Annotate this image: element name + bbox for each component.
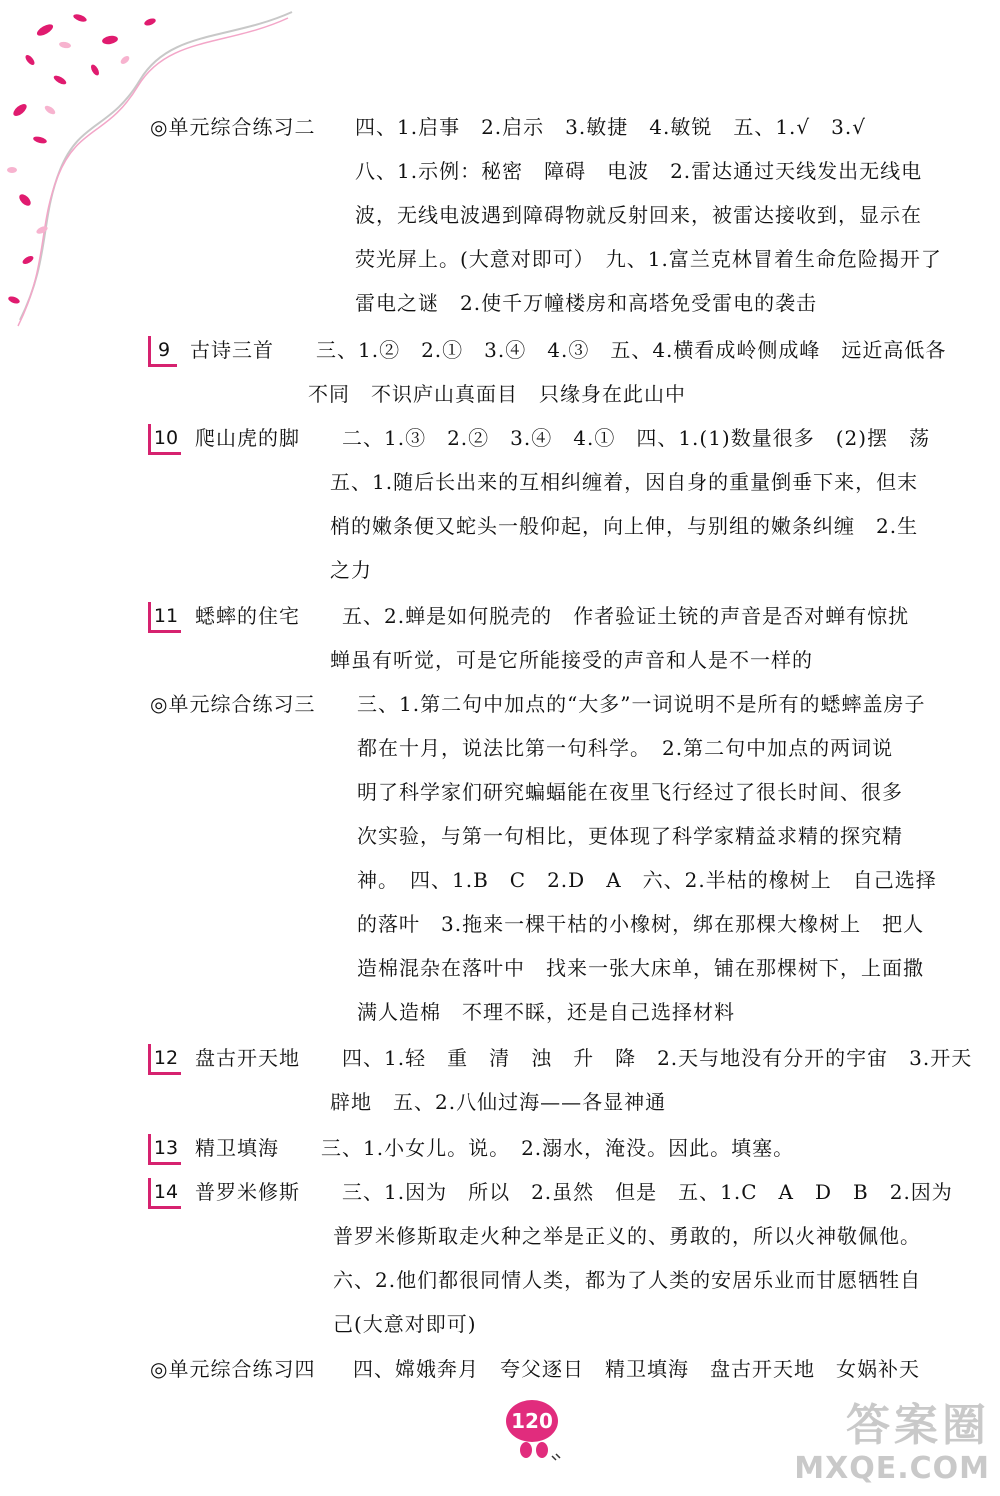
lesson-number-badge: 11 [148, 602, 181, 633]
answer-line: 的落叶 3.拖来一棵干枯的小橡树，绑在那棵大橡树上 把人 [357, 912, 925, 936]
answer-line: 满人造棉 不理不睬，还是自己选择材料 [357, 1000, 735, 1024]
watermark-url: MXQE.COM [794, 1451, 990, 1486]
answer-line: 神。 四、1.B C 2.D A 六、2.半枯的橡树上 自己选择 [357, 868, 937, 892]
lesson-number-badge: 9 [148, 336, 177, 367]
mascot-icon [508, 1436, 568, 1466]
answer-line: 精卫填海 三、1.小女儿。说。 2.溺水，淹没。因此。填塞。 [195, 1136, 795, 1160]
page-number: 120 [506, 1400, 558, 1442]
answer-line: 次实验，与第一句相比，更体现了科学家精益求精的探究精 [357, 824, 903, 848]
answer-line: 蝉虽有听觉，可是它所能接受的声音和人是不一样的 [330, 648, 813, 672]
answer-line: 普罗米修斯 三、1.因为 所以 2.虽然 但是 五、1.C A D B 2.因为 [195, 1180, 953, 1204]
answer-line: 三、1.第二句中加点的“大多”一词说明不是所有的蟋蟀盖房子 [357, 692, 926, 716]
lesson-number-badge: 10 [148, 424, 181, 455]
lesson-number-badge: 13 [148, 1134, 181, 1165]
answer-line: 古诗三首 三、1.② 2.① 3.④ 4.③ 五、4.横看成岭侧成峰 远近高低各 [190, 338, 947, 362]
answer-line: 普罗米修斯取走火种之举是正义的、勇敢的，所以火神敬佩他。 [333, 1224, 921, 1248]
floral-decoration-icon [0, 0, 310, 340]
answer-line: 明了科学家们研究蝙蝠能在夜里飞行经过了很长时间、很多 [357, 780, 903, 804]
answer-line: 雷电之谜 2.使千万幢楼房和高塔免受雷电的袭击 [355, 291, 818, 315]
watermark [794, 1400, 990, 1486]
answer-line: 盘古开天地 四、1.轻 重 清 浊 升 降 2.天与地没有分开的宇宙 3.开天 [195, 1046, 973, 1070]
answer-line: 爬山虎的脚 二、1.③ 2.② 3.④ 4.① 四、1.(1)数量很多 (2)摆 荡 [195, 426, 931, 450]
answer-line: 五、1.随后长出来的互相纠缠着，因自身的重量倒垂下来，但末 [330, 470, 919, 494]
lesson-number-badge: 14 [148, 1178, 181, 1209]
answer-line: 己(大意对即可) [333, 1312, 477, 1336]
section-heading: ◎单元综合练习二 [150, 115, 316, 139]
answer-line: 八、1.示例：秘密 障碍 电波 2.雷达通过天线发出无线电 [355, 159, 923, 183]
answer-line: 造棉混杂在落叶中 找来一张大床单，铺在那棵树下，上面撒 [357, 956, 924, 980]
section-heading: ◎单元综合练习三 [150, 692, 316, 716]
answer-line: 都在十月，说法比第一句科学。 2.第二句中加点的两词说 [357, 736, 894, 760]
answer-line: 辟地 五、2.八仙过海——各显神通 [330, 1090, 667, 1114]
watermark-title: 答案圈 [846, 1400, 990, 1451]
answer-line: 波，无线电波遇到障碍物就反射回来，被雷达接收到，显示在 [355, 203, 922, 227]
lesson-number-badge: 12 [148, 1044, 181, 1075]
answer-line: 之力 [330, 558, 372, 582]
answer-line: 荧光屏上。(大意对即可） 九、1.富兰克林冒着生命危险揭开了 [355, 247, 942, 271]
answer-line: 梢的嫩条便又蛇头一般仰起，向上伸，与别组的嫩条纠缠 2.生 [330, 514, 919, 538]
answer-line: 四、1.启事 2.启示 3.敏捷 4.敏锐 五、1.√ 3.√ [355, 115, 866, 139]
answer-line: 不同 不识庐山真面目 只缘身在此山中 [308, 382, 686, 406]
answer-line: 六、2.他们都很同情人类，都为了人类的安居乐业而甘愿牺牲自 [333, 1268, 922, 1292]
answer-line: 四、嫦娥奔月 夸父逐日 精卫填海 盘古开天地 女娲补天 [353, 1357, 920, 1381]
section-heading: ◎单元综合练习四 [150, 1357, 316, 1381]
answer-line: 蟋蟀的住宅 五、2.蝉是如何脱壳的 作者验证土铳的声音是否对蝉有惊扰 [195, 604, 910, 628]
